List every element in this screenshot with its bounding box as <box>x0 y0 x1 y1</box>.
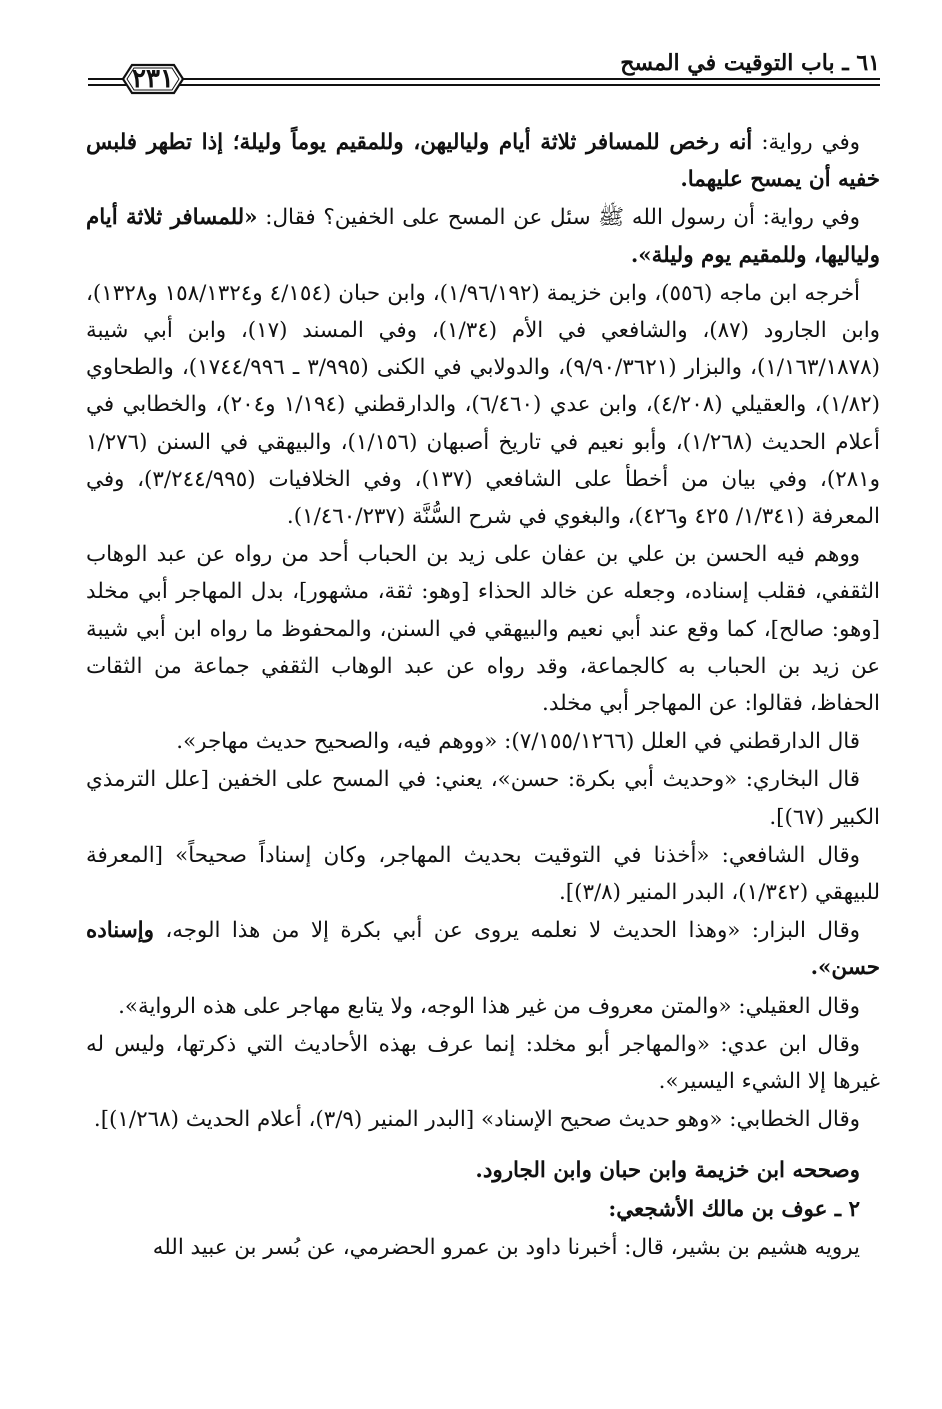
bold-text-run: أنه رخص للمسافر ثلاثة أيام ولياليهن، وللمقيم يوماً وليلة؛ إذا تطهر فلبس خفيه أن يمسح عليهما. <box>86 130 880 193</box>
page-number: ٢٣١ <box>132 64 174 94</box>
text-run: وقال العقيلي: «والمتن معروف من غير هذا الوجه، ولا يتابع مهاجر على هذه الرواية». <box>118 993 860 1019</box>
paragraph <box>86 199 880 273</box>
paragraph <box>86 1101 880 1138</box>
text-run: وقال ابن عدي: «والمهاجر أبو مخلد: إنما عرف بهذه الأحاديث التي ذكرتها، وليس له غيرها إلا الشيء اليسير». <box>86 1031 880 1095</box>
header-rule <box>88 78 126 80</box>
paragraph <box>86 1152 880 1189</box>
text-run: قال الدارقطني في العلل (٧/١٥٥/١٢٦٦): «ووهم فيه، والصحيح حديث مهاجر». <box>176 729 860 755</box>
text-run: وفي رواية: أن رسول الله ﷺ سئل عن المسح على الخفين؟ فقال: <box>257 205 860 231</box>
body-text <box>86 124 880 1267</box>
bold-text-run: وإسناده حسن». <box>86 918 880 981</box>
running-header <box>88 50 880 94</box>
chapter-title: ٦١ ـ باب التوقيت في المسح <box>620 50 880 76</box>
header-rule <box>180 84 880 86</box>
text-run: وقال البزار: «وهذا الحديث لا نعلمه يروى عن أبي بكرة إلا من هذا الوجه، <box>153 918 860 944</box>
paragraph <box>86 912 880 986</box>
text-run: يرويه هشيم بن بشير، قال: أخبرنا داود بن عمرو الحضرمي، عن بُسر بن عبيد الله <box>152 1234 860 1260</box>
paragraph <box>86 837 880 911</box>
paragraph <box>86 1026 880 1100</box>
text-run: وقال الخطابي: «وهو حديث صحيح الإسناد» [البدر المنير (٣/٩)، أعلام الحديث (١/٢٦٨)]. <box>93 1107 860 1133</box>
header-rule <box>88 84 126 86</box>
bold-text-run: وصححه ابن خزيمة وابن حبان وابن الجارود. <box>475 1158 860 1184</box>
bold-text-run: ٢ ـ عوف بن مالك الأشجعي: <box>608 1196 860 1222</box>
paragraph <box>86 723 880 760</box>
text-run: أخرجه ابن ماجه (٥٥٦)، وابن خزيمة (١/٩٦/١٩٢)، وابن حبان (٤/١٥٤ و١٥٨/١٣٢٤ و١٣٢٨)، وابن الجارود (٨٧)، والشافعي في الأم (١/٣٤)، وفي المسند (١٧)، وابن أبي شيبة (١/١٦٣/١٨٧٨)، والبزار (٩/٩٠/٣٦٢١)، والدولابي في الكنى (٣/٩٩٥ ـ ١٧٤٤/٩٩٦)، والطحاوي (١/٨٢)، والعقيلي (٤/٢٠٨)، وابن عدي (٦/٤٦٠)، والدارقطني (١/١٩٤ و٢٠٤)، والخطابي في أعلام الحديث (١/٢٦٨)، وأبو نعيم في تاريخ أصبهان (١/١٥٦)، والبيهقي في السنن (١/٢٧٦ و٢٨١)، وفي بيان من أخطأ على الشافعي (١٣٧)، وفي الخلافيات (٣/٢٤٤/٩٩٥)، وفي المعرفة (١/٣٤١/ ٤٢٥ و٤٢٦)، والبغوي في شرح السُّنَّة (١/٤٦٠/٢٣٧). <box>86 280 880 530</box>
paragraph <box>86 1229 880 1266</box>
bold-text-run: «للمسافر ثلاثة أيام ولياليها، وللمقيم يوم وليلة». <box>86 205 880 268</box>
paragraph <box>86 275 880 535</box>
paragraph <box>86 536 880 722</box>
section-heading <box>86 1191 880 1228</box>
header-rule <box>180 78 880 80</box>
text-run: وقال الشافعي: «أخذنا في التوقيت بحديث المهاجر، وكان إسناداً صحيحاً» [المعرفة للبيهقي (١/٣٤٢)، البدر المنير (٣/٨)]. <box>86 842 880 906</box>
text-run: وفي رواية: <box>752 130 860 155</box>
text-run: ووهم فيه الحسن بن علي بن عفان على زيد بن الحباب أحد من رواه عن عبد الوهاب الثقفي، فقلب إسناده، وجعله عن خالد الحذاء [وهو: ثقة، مشهور]، بدل المهاجر أبي مخلد [وهو: صالح]، كما وقع عند أبي نعيم والبيهقي في السنن، والمحفوظ ما رواه ابن أبي شيبة عن زيد بن الحباب به كالجماعة، وقد رواه عن عبد الوهاب الثقفي جماعة من الثقات الحفاظ، فقالوا: عن المهاجر أبي مخلد. <box>86 542 880 717</box>
paragraph <box>86 761 880 835</box>
page-number-frame <box>122 62 184 96</box>
paragraph <box>86 988 880 1025</box>
paragraph <box>86 124 880 198</box>
text-run: قال البخاري: «وحديث أبي بكرة: حسن»، يعني: في المسح على الخفين [علل الترمذي الكبير (٦٧)]. <box>86 767 880 830</box>
